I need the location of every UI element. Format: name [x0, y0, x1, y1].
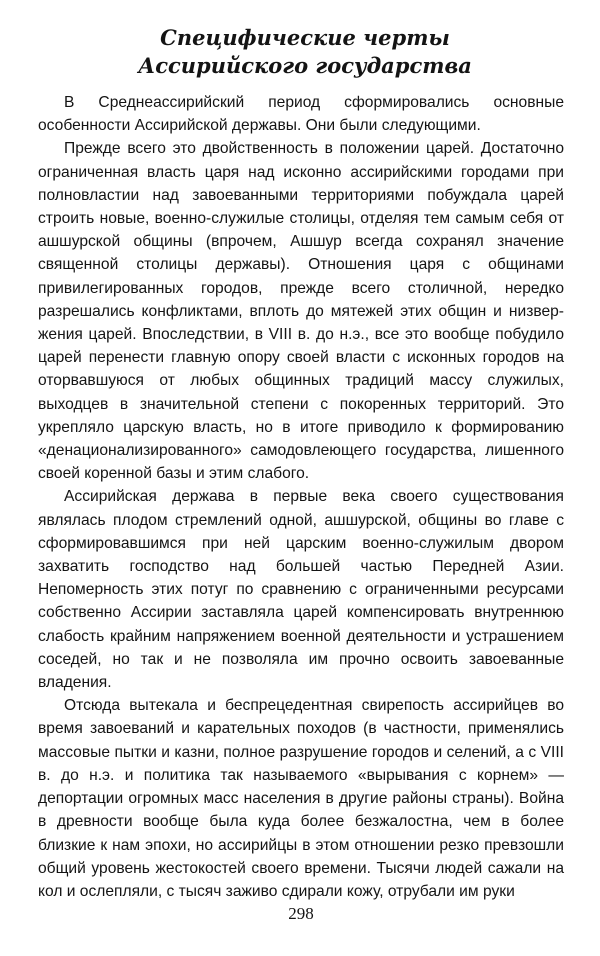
section-heading	[38, 24, 564, 80]
paragraph: Прежде всего это двойственность в положении царей. Достаточно ограниченная власть царя над исконно ассирийскими городами при полновластии над завоеванными территориями побуждала царей строить новые, военно-служилые столицы, отделяя тем самым себя от ашшурской общины (впрочем, Ашшур всегда сохранял значение священной столицы державы). Отношения царя с общинами привилегированных городов, прежде всего столичной, нередко разрешались конфликтами, вплоть до мятежей этих общин и низвержения царей. Впоследствии, в VIII в. до н.э., все это вообще побудило царей перенести главную опору своей власти с исконных городов на оторвавшуюся от любых общинных традиций массу служилых, выходцев в значительной степени с покоренных территорий. Это укрепляло царскую власть, но в итоге приводило к формированию «денационализированного» самодовлеющего государства, лишенного своей коренной базы и этим слабого.	[38, 140, 564, 483]
paragraph: Отсюда вытекала и беспрецедентная свирепость ассирийцев во время завоеваний и карательных походов (в частности, применялись массовые пытки и казни, полное разрушение городов и селений, а с VIII в. до н.э. и политика так называемого «вырывания с корнем» — депортации огромных масс населения в другие районы страны). Война в древности вообще была куда более безжалостна, чем в более близкие к нам эпохи, но ассирийцы в этом отношении резко превзошли общий уровень жестокостей своего времени. Тысячи людей сажали на кол и ослепляли, с тысяч заживо сдирали кожу, отрубали им руки	[38, 697, 564, 900]
section-heading-line-1: Специфические черты	[160, 25, 450, 50]
section-heading-line-2: Ассирийского государства	[138, 53, 472, 78]
body-text	[38, 91, 564, 903]
book-page	[38, 24, 564, 944]
paragraph: Ассирийская держава в первые века своего существования являлась плодом стремлений одной, ашшурской, общины во главе с сформировавшимся при ней царским военно-служилым двором захватить господство над большей частью Передней Азии. Непомерность этих потуг по сравнению с ограниченными ресурсами собственно Ассирии заставляла царей компенсировать внутреннюю слабость крайним напряжением военной деятельности и устрашением соседей, но так и не позволяла им прочно освоить завоеванные владения.	[38, 488, 564, 692]
paragraph: В Среднеассирийский период сформировались основные особенности Ассирийской державы. Они были следующими.	[38, 94, 564, 135]
page-number: 298	[288, 904, 314, 923]
